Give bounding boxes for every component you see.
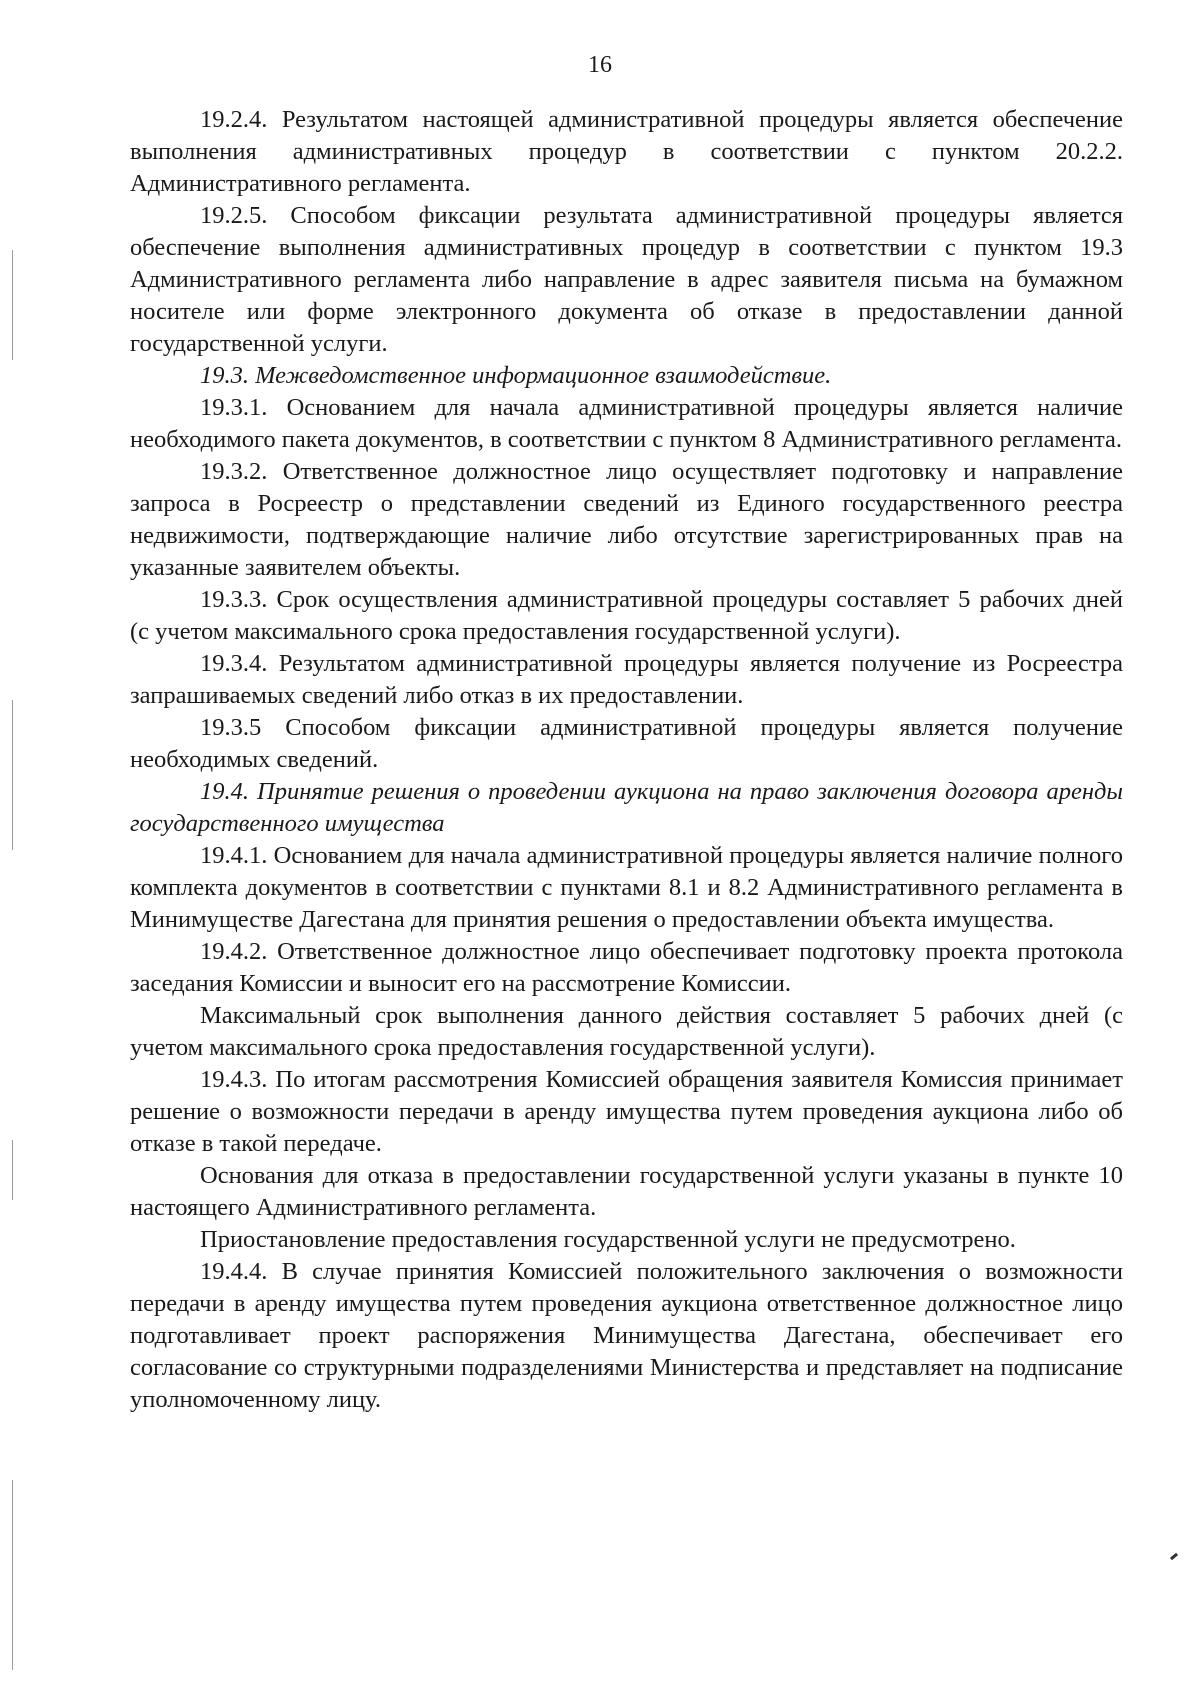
scan-edge-mark	[12, 1140, 13, 1200]
paragraph-19-3-2: 19.3.2. Ответственное должностное лицо осуществляет подготовку и направление запроса в Росреестр о представлении сведений из Единого государственного реестра недвижимости, подтверждающие наличие либо отсутствие зарегистрированных прав на указанные заявителем объекты.	[130, 458, 1123, 581]
scan-edge-mark	[12, 700, 13, 850]
scan-edge-mark	[12, 250, 13, 360]
document-body	[130, 104, 1123, 1416]
page-number: 16	[588, 52, 612, 78]
paragraph-19-4-1: 19.4.1. Основанием для начала административной процедуры является наличие полного комплекта документов в соответствии с пунктами 8.1 и 8.2 Административного регламента в Минимуществе Дагестана для принятия решения о предоставлении объекта имущества.	[130, 842, 1123, 933]
paragraph-19-4-3: 19.4.3. По итогам рассмотрения Комиссией обращения заявителя Комиссия принимает решение о возможности передачи в аренду имущества путем проведения аукциона либо об отказе в такой передаче.	[130, 1066, 1123, 1157]
paragraph-refusal-grounds: Основания для отказа в предоставлении государственной услуги указаны в пункте 10 настоящего Административного регламента.	[130, 1162, 1123, 1221]
paragraph-19-4-2: 19.4.2. Ответственное должностное лицо обеспечивает подготовку проекта протокола заседания Комиссии и выносит его на рассмотрение Комиссии.	[130, 938, 1123, 997]
scan-tick-mark	[1170, 1553, 1178, 1560]
paragraph-19-2-4: 19.2.4. Результатом настоящей административной процедуры является обеспечение выполнения административных процедур в соответствии с пунктом 20.2.2. Административного регламента.	[130, 106, 1123, 197]
paragraph-19-3-1: 19.3.1. Основанием для начала административной процедуры является наличие необходимого пакета документов, в соответствии с пунктом 8 Административного регламента.	[130, 394, 1123, 453]
paragraph-19-3-5: 19.3.5 Способом фиксации административной процедуры является получение необходимых сведений.	[130, 714, 1123, 773]
paragraph-19-3-4: 19.3.4. Результатом административной процедуры является получение из Росреестра запрашиваемых сведений либо отказ в их предоставлении.	[130, 650, 1123, 709]
section-heading-19-3: 19.3. Межведомственное информационное взаимодействие.	[200, 362, 832, 389]
paragraph-19-2-5: 19.2.5. Способом фиксации результата административной процедуры является обеспечение выполнения административных процедур в соответствии с пунктом 19.3 Административного регламента либо направление в адрес заявителя письма на бумажном носителе или форме электронного документа об отказе в предоставлении данной государственной услуги.	[130, 202, 1123, 357]
paragraph-max-term: Максимальный срок выполнения данного действия составляет 5 рабочих дней (с учетом максимального срока предоставления государственной услуги).	[130, 1002, 1123, 1061]
paragraph-19-4-4: 19.4.4. В случае принятия Комиссией положительного заключения о возможности передачи в аренду имущества путем проведения аукциона ответственное должностное лицо подготавливает проект распоряжения Минимущества Дагестана, обеспечивает его согласование со структурными подразделениями Министерства и представляет на подписание уполномоченному лицу.	[130, 1258, 1123, 1413]
section-heading-19-4: 19.4. Принятие решения о проведении аукциона на право заключения договора аренды государственного имущества	[130, 778, 1123, 837]
scan-edge-mark	[12, 1480, 13, 1670]
paragraph-suspension: Приостановление предоставления государственной услуги не предусмотрено.	[200, 1226, 1016, 1253]
paragraph-19-3-3: 19.3.3. Срок осуществления административной процедуры составляет 5 рабочих дней (с учетом максимального срока предоставления государственной услуги).	[130, 586, 1123, 645]
